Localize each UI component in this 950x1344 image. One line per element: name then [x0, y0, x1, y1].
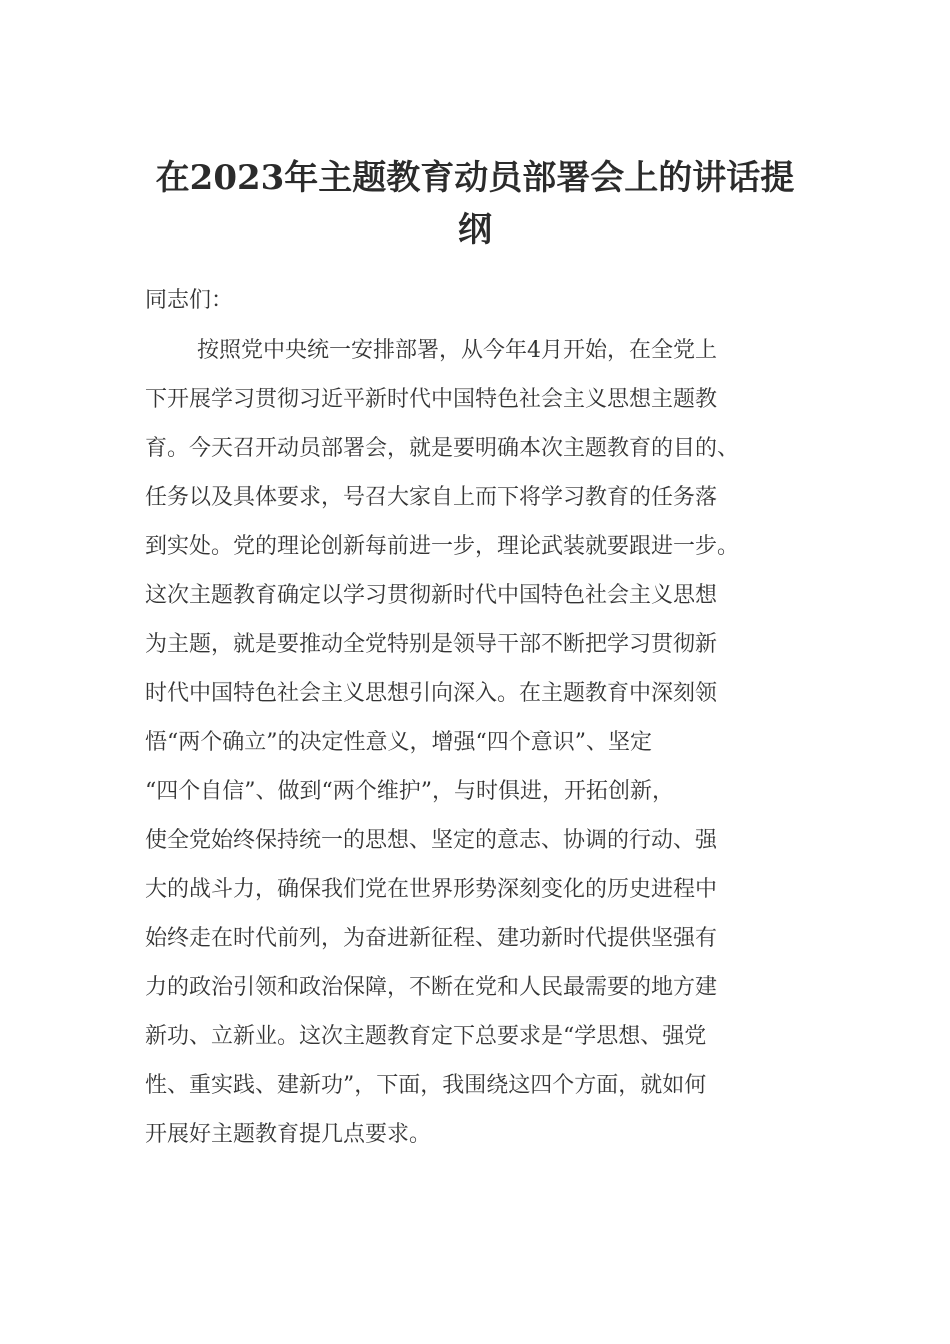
paragraph-line: 开展好主题教育提几点要求。	[145, 1122, 432, 1147]
title-line: 纲	[458, 210, 492, 250]
paragraph-line: 性、重实践、建新功”，下面，我围绕这四个方面，就如何	[145, 1073, 707, 1098]
paragraph-line: 为主题，就是要推动全党特别是领导干部不断把学习贯彻新	[145, 632, 718, 657]
title-line: 在2023年主题教育动员部署会上的讲话提	[155, 158, 795, 198]
document-title	[140, 152, 810, 256]
paragraph-line: 下开展学习贯彻习近平新时代中国特色社会主义思想主题教	[145, 387, 718, 412]
paragraph-line: 任务以及具体要求，号召大家自上而下将学习教育的任务落	[145, 485, 718, 510]
salutation: 同志们：	[145, 288, 234, 313]
paragraph-line: 力的政治引领和政治保障，不断在党和人民最需要的地方建	[145, 975, 718, 1000]
paragraph-line: 育。今天召开动员部署会，就是要明确本次主题教育的目的、	[145, 436, 740, 461]
paragraph-line: 悟“两个确立”的决定性意义，增强“四个意识”、坚定	[145, 730, 652, 755]
paragraph-line: 这次主题教育确定以学习贯彻新时代中国特色社会主义思想	[145, 583, 718, 608]
paragraph-line: 新功、立新业。这次主题教育定下总要求是“学思想、强党	[145, 1024, 707, 1049]
paragraph-line: 时代中国特色社会主义思想引向深入。在主题教育中深刻领	[145, 681, 718, 706]
paragraph-line: 始终走在时代前列，为奋进新征程、建功新时代提供坚强有	[145, 926, 718, 951]
paragraph-line: “四个自信”、做到“两个维护”，与时俱进，开拓创新，	[145, 779, 674, 804]
paragraph-line: 使全党始终保持统一的思想、坚定的意志、协调的行动、强	[145, 828, 718, 853]
paragraph-line: 按照党中央统一安排部署，从今年4月开始，在全党上	[197, 338, 717, 363]
paragraph-line: 到实处。党的理论创新每前进一步，理论武装就要跟进一步。	[145, 534, 740, 559]
body-paragraph	[145, 336, 805, 1169]
paragraph-line: 大的战斗力，确保我们党在世界形势深刻变化的历史进程中	[145, 877, 718, 902]
